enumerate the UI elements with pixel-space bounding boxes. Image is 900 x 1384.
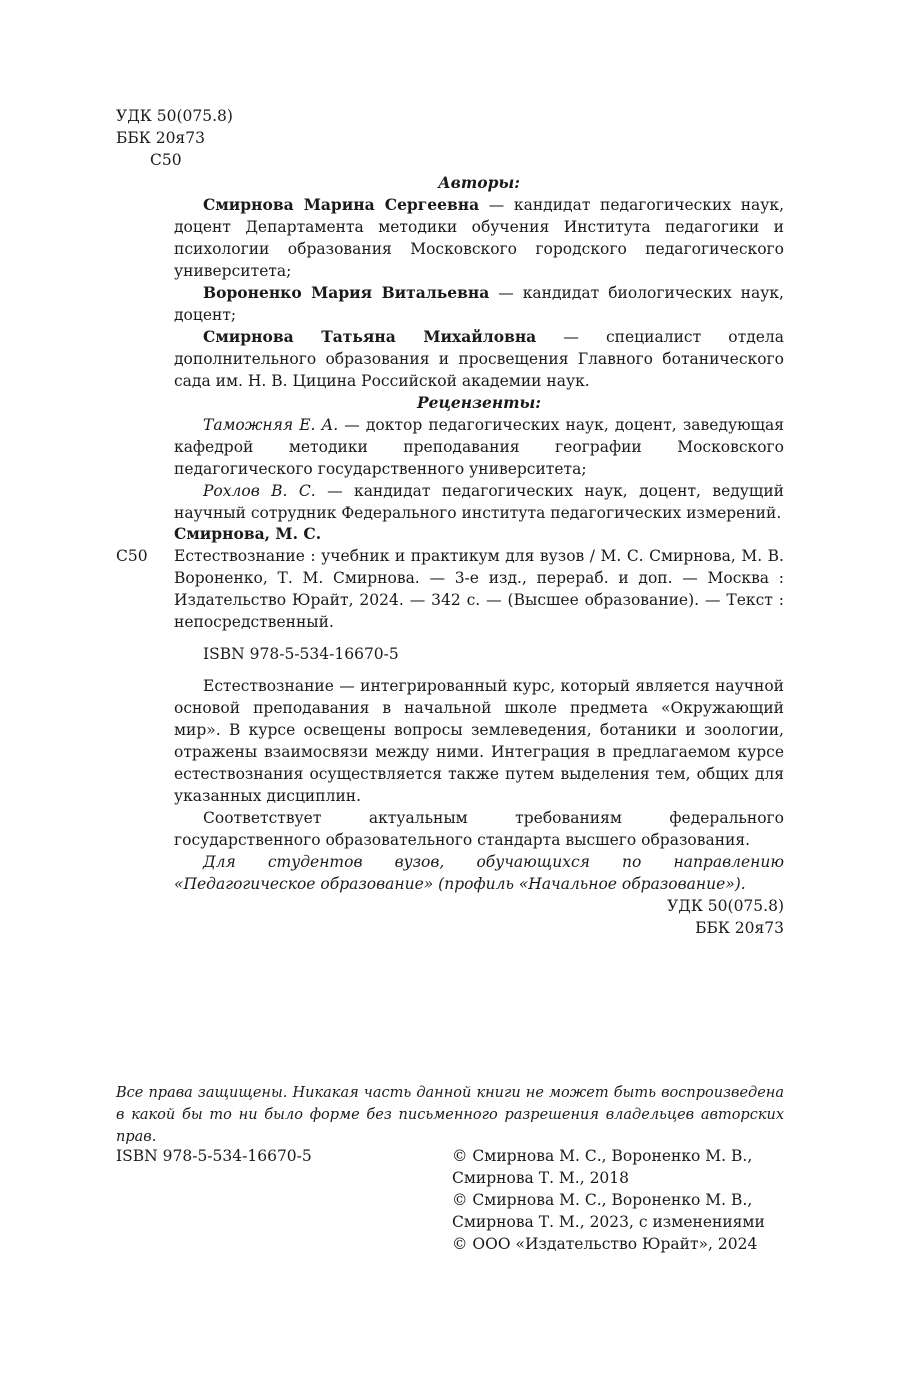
- authors-section: [174, 172, 784, 524]
- annotation-paragraph: Соответствует актуальным требованиям федерального государственного образовательного стандарта высшего образования.: [174, 809, 784, 849]
- author-entry: [174, 326, 784, 392]
- udc-block: [116, 105, 233, 171]
- reviewer-description: — доктор педагогических наук, доцент, заведующая кафедрой методики преподавания географии Московского педагогического государственного университета;: [174, 416, 784, 478]
- reviewer-description: — кандидат педагогических наук, доцент, ведущий научный сотрудник Федерального института педагогических измерений.: [174, 482, 784, 522]
- author-name: Смирнова Марина Сергеевна: [203, 195, 480, 214]
- copyright-block: [452, 1145, 765, 1255]
- author-entry: [174, 194, 784, 282]
- catalog-bbk: ББК 20я73: [695, 919, 784, 937]
- catalog-body: [174, 545, 784, 939]
- reviewer-name: Таможняя Е. А.: [203, 416, 339, 434]
- copyright-line: © Смирнова М. С., Вороненко М. В.,: [452, 1147, 753, 1165]
- reviewers-heading: Рецензенты:: [416, 393, 542, 412]
- bbk-code: ББК 20я73: [116, 129, 205, 147]
- copyright-line: © Смирнова М. С., Вороненко М. В.,: [452, 1191, 753, 1209]
- bibliographic-description: Естествознание : учебник и практикум для вузов / М. С. Смирнова, М. В. Вороненко, Т. М. Смирнова. — 3-е изд., перераб. и доп. — Москва : Издательство Юрайт, 2024. — 342 с. — (Высшее образование). — Текст : непосредственный.: [174, 547, 784, 631]
- authors-heading: Авторы:: [438, 173, 520, 192]
- catalog-sign: С50: [116, 547, 148, 565]
- footer-isbn: ISBN 978-5-534-16670-5: [116, 1147, 312, 1165]
- catalog-author-heading: Смирнова, М. С.: [174, 524, 322, 543]
- catalog-isbn: ISBN 978-5-534-16670-5: [203, 645, 399, 663]
- reviewer-name: Рохлов В. С.: [203, 482, 316, 500]
- author-description: — кандидат биологических наук, доцент;: [174, 284, 784, 324]
- rights-notice: Все права защищены. Никакая часть данной книги не может быть воспроизведена в какой бы то ни было форме без письменного разрешения владельцев авторских прав.: [116, 1085, 784, 1145]
- author-entry: [174, 282, 784, 326]
- annotation-paragraph: Естествознание — интегрированный курс, который является научной основой преподавания в начальной школе предмета «Окружающий мир». В курсе освещены вопросы землеведения, ботаники и зоологии, отражены взаимосвязи между ними. Интеграция в предлагаемом курсе естествознания осуществляется также путем выделения тем, общих для указанных дисциплин.: [174, 677, 784, 805]
- copyright-line: Смирнова Т. М., 2023, с изменениями: [452, 1213, 765, 1231]
- copyright-line: Смирнова Т. М., 2018: [452, 1169, 630, 1187]
- author-name: Вороненко Мария Витальевна: [203, 283, 490, 302]
- target-audience: Для студентов вузов, обучающихся по направлению «Педагогическое образование» (профиль «Начальное образование»).: [174, 853, 784, 893]
- author-sign: С50: [150, 151, 182, 169]
- catalog-udk: УДК 50(075.8): [667, 897, 784, 915]
- author-description: — специалист отдела дополнительного образования и просвещения Главного ботанического сада им. Н. В. Цицина Российской академии наук.: [174, 328, 784, 390]
- author-name: Смирнова Татьяна Михайловна: [203, 327, 537, 346]
- copyright-line: © ООО «Издательство Юрайт», 2024: [452, 1235, 758, 1253]
- udk-code: УДК 50(075.8): [116, 107, 233, 125]
- reviewer-entry: [174, 480, 784, 524]
- author-description: — кандидат педагогических наук, доцент Департамента методики обучения Института педагогики и психологии образования Московского городского педагогического университета;: [174, 196, 784, 280]
- reviewer-entry: [174, 414, 784, 480]
